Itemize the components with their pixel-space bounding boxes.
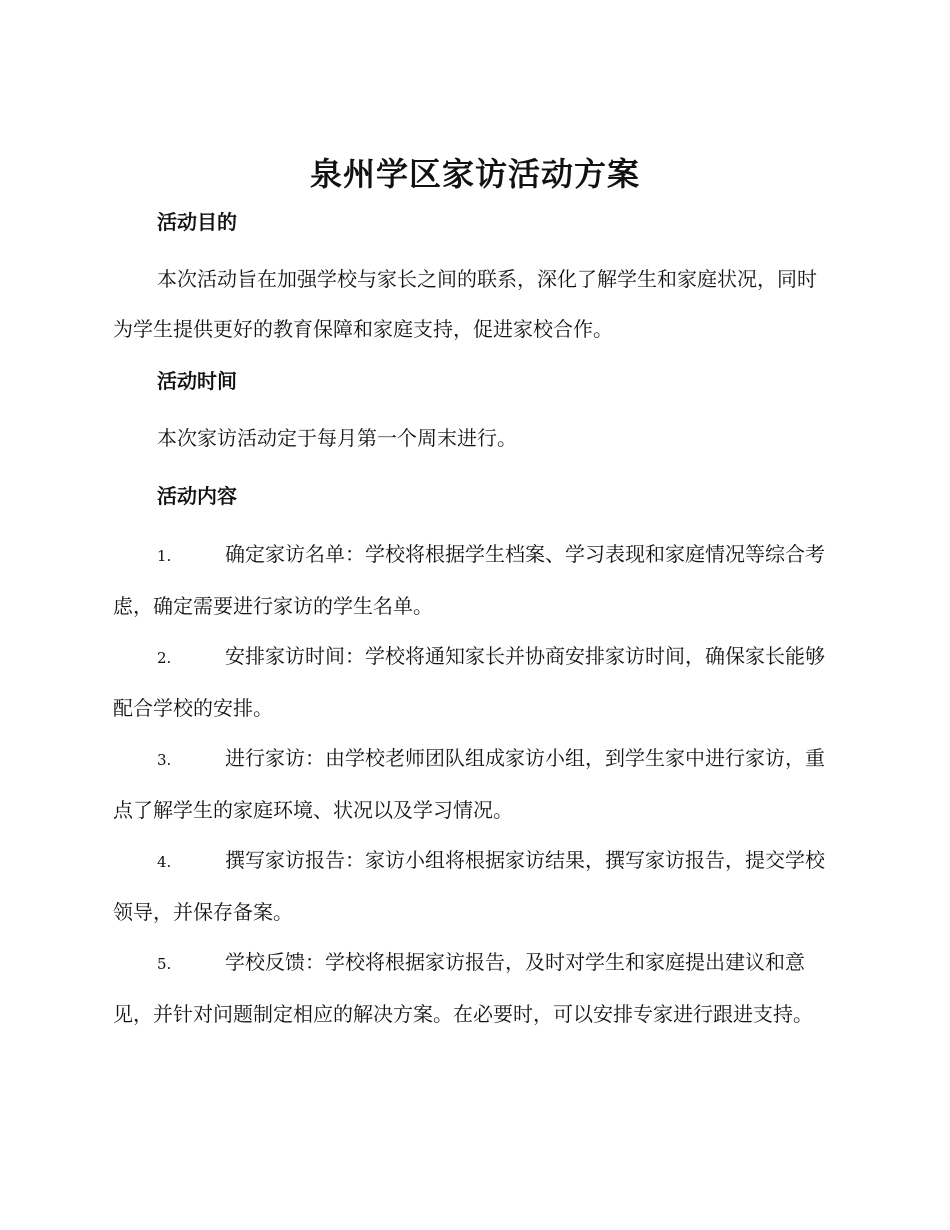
list-item <box>113 937 833 1039</box>
list-item <box>113 529 833 631</box>
list-item-text: 学校反馈：学校将根据家访报告，及时对学生和家庭提出建议和意见，并针对问题制定相应的解决方案。在必要时，可以安排专家进行跟进支持。 <box>113 950 813 1026</box>
section-heading-purpose: 活动目的 <box>157 210 237 234</box>
list-item-number: 4. <box>157 853 172 871</box>
list-item-number: 5. <box>157 955 172 973</box>
section-heading-content: 活动内容 <box>157 484 237 508</box>
list-item-number: 1. <box>157 547 172 565</box>
list-item-text: 进行家访：由学校老师团队组成家访小组，到学生家中进行家访，重点了解学生的家庭环境、状况以及学习情况。 <box>113 746 825 822</box>
list-item-text: 安排家访时间：学校将通知家长并协商安排家访时间，确保家长能够配合学校的安排。 <box>113 644 825 720</box>
section-text-purpose: 本次活动旨在加强学校与家长之间的联系，深化了解学生和家庭状况，同时为学生提供更好的教育保障和家庭支持，促进家校合作。 <box>113 267 817 341</box>
list-item-text: 撰写家访报告：家访小组将根据家访结果，撰写家访报告，提交学校领导，并保存备案。 <box>113 848 825 924</box>
list-item <box>113 631 833 733</box>
list-item-number: 3. <box>157 751 172 769</box>
list-item <box>113 835 833 937</box>
list-item <box>113 733 833 835</box>
document-title: 泉州学区家访活动方案 <box>309 155 640 193</box>
section-text-time: 本次家访活动定于每月第一个周末进行。 <box>157 426 517 450</box>
list-item-number: 2. <box>157 649 172 667</box>
section-heading-time: 活动时间 <box>157 369 237 393</box>
list-item-text: 确定家访名单：学校将根据学生档案、学习表现和家庭情况等综合考虑，确定需要进行家访的学生名单。 <box>113 542 825 618</box>
